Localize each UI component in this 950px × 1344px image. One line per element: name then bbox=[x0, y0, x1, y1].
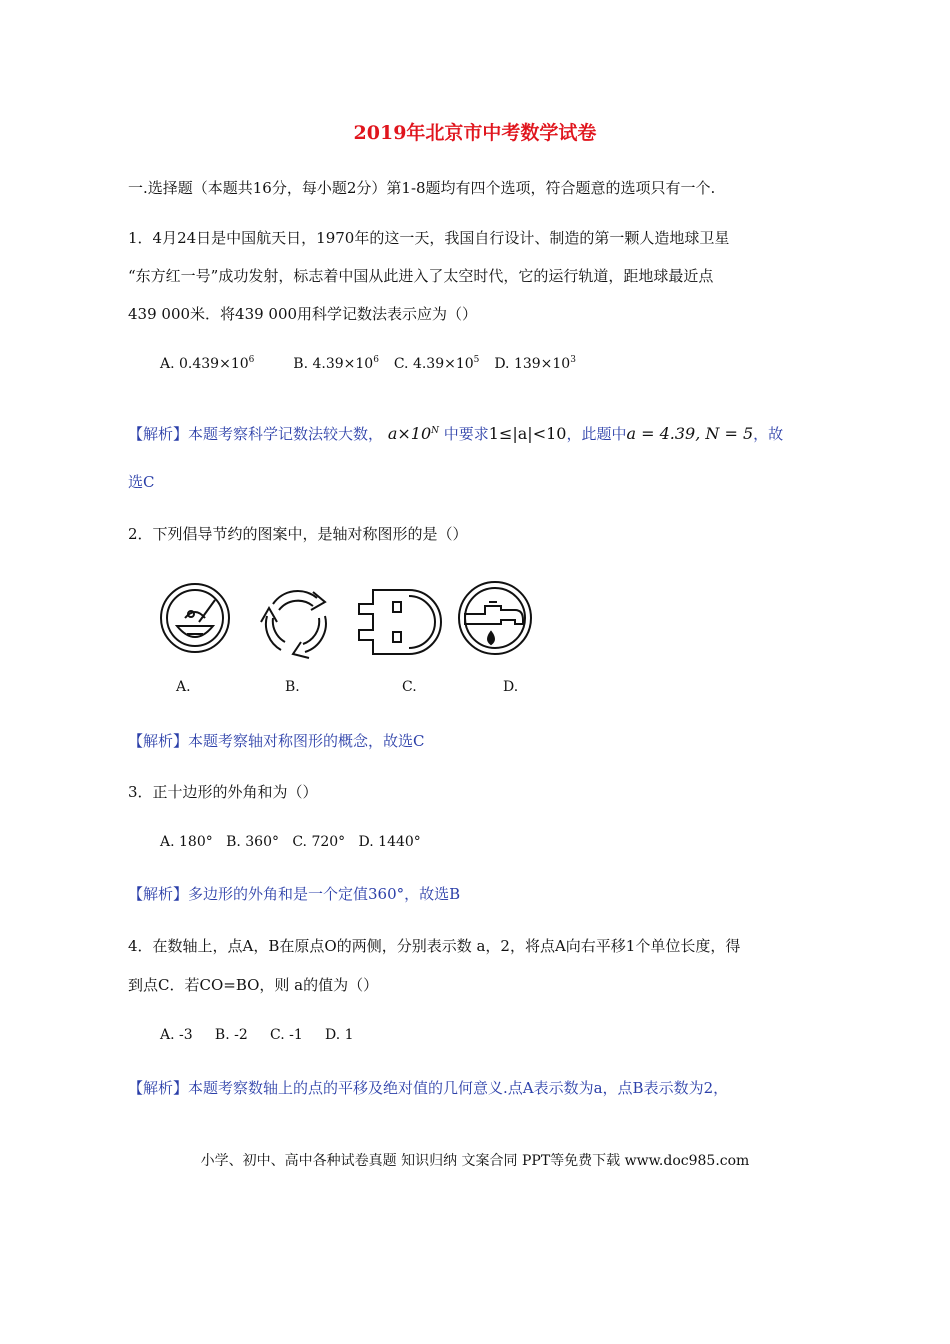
q1-options bbox=[160, 356, 576, 372]
q2-text: 2．下列倡导节约的图案中，是轴对称图形的是（） bbox=[128, 525, 468, 543]
q1-answer-line2: 选C bbox=[128, 473, 155, 491]
q2-label-b: B. bbox=[285, 679, 300, 695]
q2-answer: 【解析】本题考察轴对称图形的概念，故选C bbox=[128, 732, 425, 750]
q2-label-c: C. bbox=[402, 679, 417, 695]
q3-text: 3．正十边形的外角和为（） bbox=[128, 783, 318, 801]
q1-line2: “东方红一号”成功发射，标志着中国从此进入了太空时代，它的运行轨道，距地球最近点 bbox=[128, 267, 714, 285]
q4-line1: 4．在数轴上，点A，B在原点O的两侧，分别表示数 a，2，将点A向右平移1个单位长度，得 bbox=[128, 937, 741, 955]
plug-icon bbox=[359, 590, 441, 654]
answer-bracket: 【解析】 bbox=[128, 885, 189, 903]
q1-option-b: B. $4.39\times 10^6$ bbox=[293, 355, 379, 372]
q1-option-a: A. $0.439\times 10^6$ bbox=[160, 355, 255, 372]
section-heading: 一.选择题（本题共16分，每小题2分）第1-8题均有四个选项，符合题意的选项只有一个. bbox=[128, 179, 716, 197]
q1-math-a10n: $a\times 10^N$ bbox=[387, 424, 439, 443]
faucet-drop-icon bbox=[459, 582, 531, 654]
q1-line3: 439 000米．将439 000用科学记数法表示应为（） bbox=[128, 305, 478, 323]
q1-line1: 1．4月24日是中国航天日，1970年的这一天，我国自行设计、制造的第一颗人造地球卫星 bbox=[128, 229, 730, 247]
answer-bracket: 【解析】 bbox=[128, 732, 189, 750]
page-footer: 小学、初中、高中各种试卷真题 知识归纳 文案合同 PPT等免费下载 www.doc985.com bbox=[200, 1153, 750, 1169]
q3-options: A. 180° B. 360° C. 720° D. 1440° bbox=[160, 834, 421, 850]
q1-math-range: 1≤|a|<10 bbox=[488, 424, 567, 443]
bowl-circle-icon bbox=[161, 584, 229, 652]
q1-option-c: C. $4.39\times 10^5$ bbox=[393, 355, 480, 372]
q1-option-d: D. $139\times 10^3$ bbox=[494, 355, 576, 372]
answer-bracket: 【解析】 bbox=[128, 1079, 189, 1097]
q2-icons bbox=[155, 576, 535, 670]
q4-line2: 到点C．若CO=BO，则 a的值为（） bbox=[128, 976, 379, 994]
q2-label-d: D. bbox=[503, 679, 519, 695]
q4-answer: 【解析】本题考察数轴上的点的平移及绝对值的几何意义.点A表示数为a，点B表示数为2， bbox=[128, 1079, 729, 1097]
q1-answer: 【解析】本题考察科学记数法较大数， $a\times 10^N$ 中要求1≤|a|<10，此题中a = 4.39, N = 5，故 bbox=[128, 424, 784, 443]
recycle-arrows-icon bbox=[261, 591, 326, 658]
page-title: 2019年北京市中考数学试卷 bbox=[353, 122, 597, 144]
q4-options: A. -3 B. -2 C. -1 D. 1 bbox=[160, 1027, 354, 1043]
q1-math-values: a = 4.39, N = 5 bbox=[626, 424, 754, 443]
q3-answer: 【解析】多边形的外角和是一个定值360°，故选B bbox=[128, 885, 461, 903]
answer-bracket: 【解析】 bbox=[128, 425, 189, 443]
q2-label-a: A. bbox=[176, 679, 191, 695]
